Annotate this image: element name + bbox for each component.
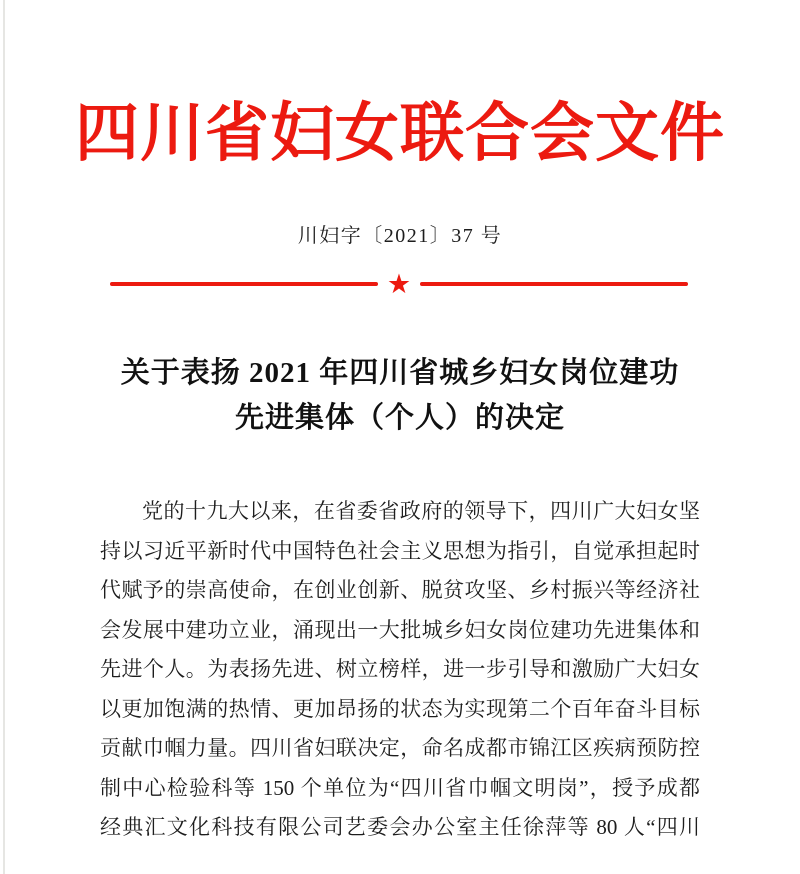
star-icon: ★ xyxy=(386,269,412,299)
red-divider xyxy=(110,271,688,297)
document-title-line-2: 先进集体（个人）的决定 xyxy=(234,402,565,434)
red-header-org-title: 四川省妇女联合会文件 xyxy=(75,98,725,169)
document-number: 川妇字〔2021〕37 号 xyxy=(297,225,503,247)
body-line: 代赋予的崇高使命，在创业创新、脱贫攻坚、乡村振兴等经济社 xyxy=(100,578,700,602)
body-line: 持以习近平新时代中国特色社会主义思想为指引，自觉承担起时 xyxy=(100,538,700,563)
body-line: 经典汇文化科技有限公司艺委会办公室主任徐萍等 80 人“四川 xyxy=(100,815,700,839)
document-title xyxy=(0,351,800,441)
body-line: 党的十九大以来，在省委省政府的领导下，四川广大妇女坚 xyxy=(142,499,700,523)
divider-line-right xyxy=(420,282,688,286)
body-line: 制中心检验科等 150 个单位为“四川省巾帼文明岗”，授予成都 xyxy=(100,775,700,800)
body-line: 会发展中建功立业，涌现出一大批城乡妇女岗位建功先进集体和 xyxy=(100,617,700,642)
document-body xyxy=(100,492,700,848)
body-line: 贡献巾帼力量。四川省妇联决定，命名成都市锦江区疾病预防控 xyxy=(100,736,700,760)
divider-line-left xyxy=(110,282,378,286)
body-line: 以更加饱满的热情、更加昂扬的状态为实现第二个百年奋斗目标 xyxy=(100,696,700,721)
document-title-line-1: 关于表扬 2021 年四川省城乡妇女岗位建功 xyxy=(120,357,680,389)
body-line: 先进个人。为表扬先进、树立榜样，进一步引导和激励广大妇女 xyxy=(100,657,700,681)
